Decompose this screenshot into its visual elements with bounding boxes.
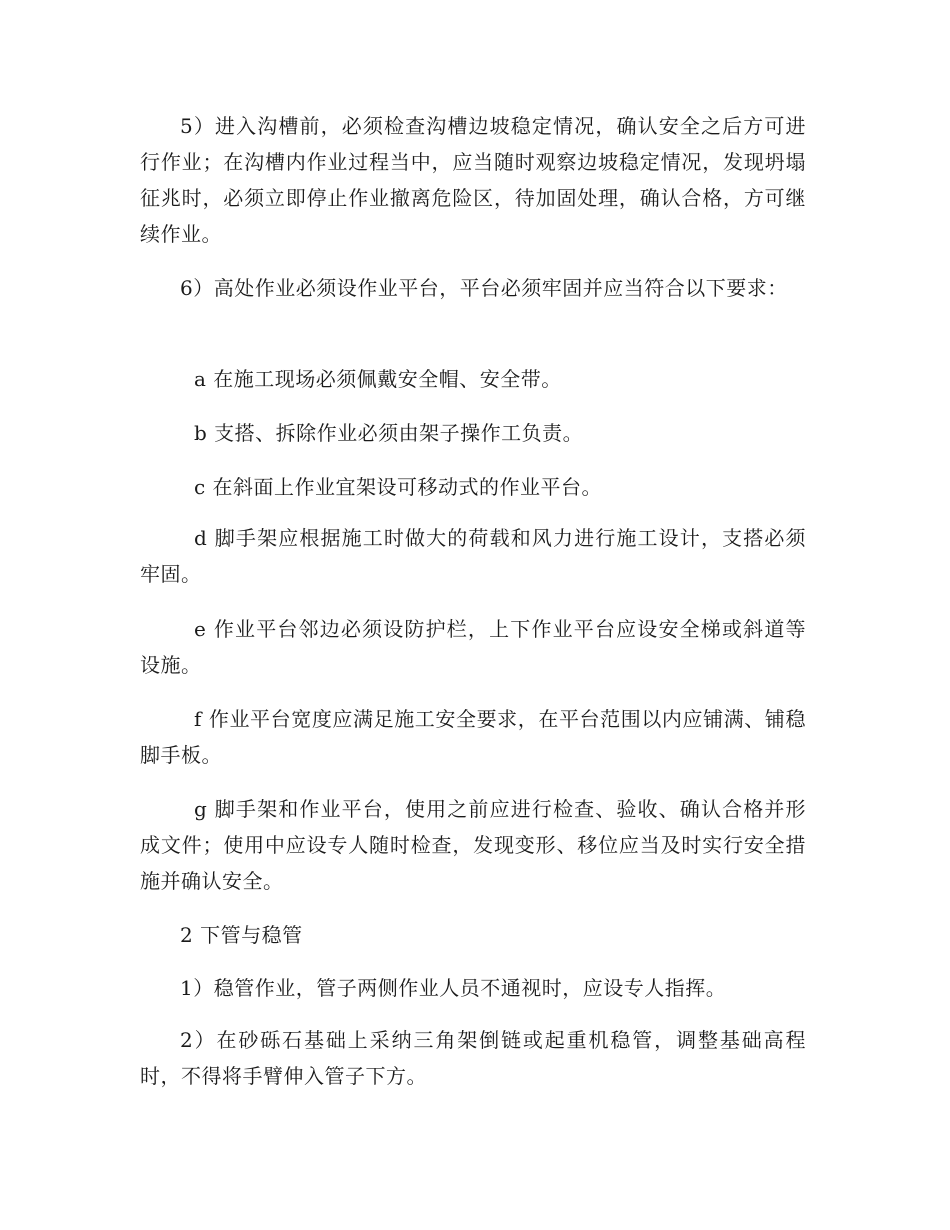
list-item-g: g 脚手架和作业平台，使用之前应进行检查、验收、确认合格并形成文件；使用中应设专人随时检查，发现变形、移位应当及时实行安全措施并确认安全。 [140,797,806,893]
paragraph-work-platform: 6）高处作业必须设作业平台，平台必须牢固并应当符合以下要求： [180,276,788,300]
list-item-a: a 在施工现场必须佩戴安全帽、安全带。 [194,367,562,391]
list-item-e: e 作业平台邻边必须设防护栏，上下作业平台应设安全梯或斜道等设施。 [140,617,806,677]
section-heading-pipe-laying: 2 下管与稳管 [180,923,303,947]
list-item-f: f 作业平台宽度应满足施工安全要求，在平台范围以内应铺满、铺稳脚手板。 [140,707,806,767]
paragraph-pipe-stabilizing: 1）稳管作业，管子两侧作业人员不通视时，应设专人指挥。 [180,976,727,1000]
paragraph-gravel-foundation: 2）在砂砾石基础上采纳三角架倒链或起重机稳管，调整基础高程时，不得将手臂伸入管子下方。 [140,1028,806,1088]
list-item-c: c 在斜面上作业宜架设可移动式的作业平台。 [194,475,603,499]
list-item-d: d 脚手架应根据施工时做大的荷载和风力进行施工设计，支搭必须牢固。 [140,526,806,586]
list-item-b: b 支搭、拆除作业必须由架子操作工负责。 [194,421,584,445]
paragraph-trench-entry: 5）进入沟槽前，必须检查沟槽边坡稳定情况，确认安全之后方可进行作业；在沟槽内作业过程当中，应当随时观察边坡稳定情况，发现坍塌征兆时，必须立即停止作业撤离危险区，待加固处理，确认合格，方可继续作业。 [140,114,806,246]
